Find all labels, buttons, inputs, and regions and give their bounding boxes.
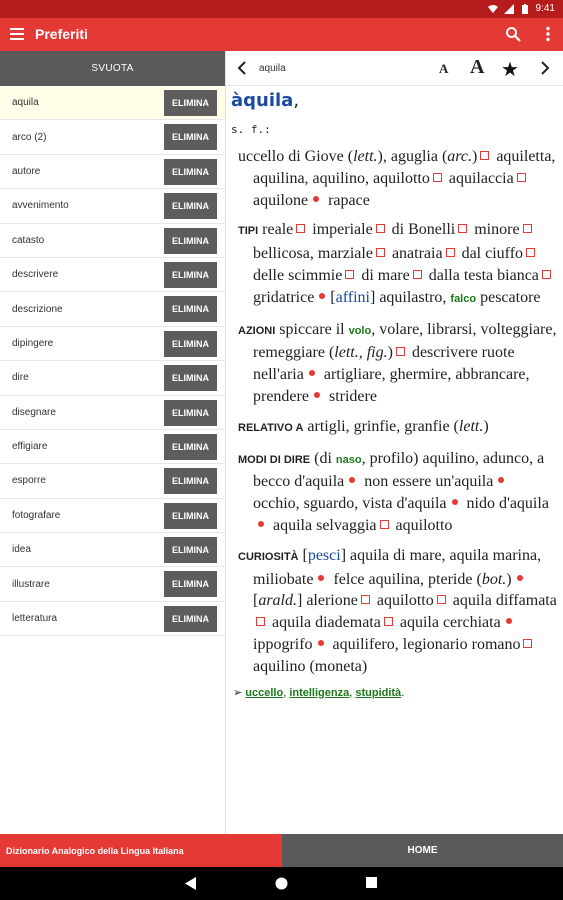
section-modi-di-dire: MODI DI DIRE (di naso, profilo) aquilino, adunco, a becco d'aquila non essere un'aquila occhio, sguardo, vista d'aquila nido d'aquila aquila selvaggia aquilotto (238, 449, 549, 534)
main-definition: uccello di Giove (lett.), aguglia (arc.) aquiletta, aquilina, aquilino, aquilotto aquilaccia aquilone rapace (238, 148, 556, 209)
favorite-word: descrizione (12, 303, 63, 315)
square-bullet-icon (413, 270, 422, 279)
battery-icon (520, 4, 530, 14)
favorite-item[interactable] (0, 361, 225, 395)
status-bar (0, 0, 563, 18)
definition-panel (226, 51, 563, 834)
delete-button[interactable]: ELIMINA (164, 400, 217, 426)
link-affini[interactable]: affini (335, 288, 370, 306)
headword: àquila, (231, 90, 300, 111)
delete-button[interactable]: ELIMINA (164, 90, 217, 116)
delete-button[interactable]: ELIMINA (164, 365, 217, 391)
dot-bullet-icon (452, 499, 458, 505)
current-word: aquila (259, 63, 286, 74)
link-pesci[interactable]: pesci (307, 546, 341, 564)
square-bullet-icon (396, 347, 405, 356)
square-bullet-icon (256, 617, 265, 626)
favorite-item[interactable] (0, 292, 225, 326)
home-button[interactable]: HOME (282, 834, 563, 867)
delete-button[interactable]: ELIMINA (164, 606, 217, 632)
wifi-icon (488, 4, 498, 14)
favorite-word: letteratura (12, 613, 58, 625)
favorite-word: illustrare (12, 578, 50, 590)
delete-button[interactable]: ELIMINA (164, 537, 217, 563)
chevron-left-icon[interactable] (236, 60, 248, 76)
definition-toolbar (226, 51, 563, 86)
link-stupidita[interactable]: stupidità (355, 686, 402, 699)
chevron-right-icon[interactable] (539, 60, 551, 76)
section-tipi: TIPI reale imperiale di Bonelli minore bellicosa, marziale anatraia dal ciuffo delle scimmie di mare dalla testa bianca gridatrice [affini] aquilastro, falco pescatore (231, 219, 557, 310)
favorites-list (0, 86, 225, 636)
dot-bullet-icon (318, 575, 324, 581)
delete-button[interactable]: ELIMINA (164, 434, 217, 460)
favorite-item[interactable] (0, 499, 225, 533)
square-bullet-icon (361, 595, 370, 604)
dot-bullet-icon (319, 293, 325, 299)
favorite-item[interactable] (0, 533, 225, 567)
favorite-item[interactable] (0, 120, 225, 154)
square-bullet-icon (458, 224, 467, 233)
delete-button[interactable]: ELIMINA (164, 296, 217, 322)
favorite-word: avvenimento (12, 200, 69, 212)
font-increase-button[interactable]: A (470, 56, 485, 78)
recents-square-icon[interactable] (366, 877, 377, 888)
favorite-item[interactable] (0, 430, 225, 464)
favorite-item[interactable] (0, 189, 225, 223)
section-curiosita: CURIOSITÀ [pesci] aquila di mare, aquila marina, miliobate felce aquilina, pteride (bot.) [arald.] alerione aquilotto aquila diffamata aquila diademata aquila cerchiata ippogrifo aquilifero, legionario romano aquilino (moneta) (238, 546, 557, 675)
dot-bullet-icon (506, 618, 512, 624)
favorite-item[interactable] (0, 86, 225, 120)
delete-button[interactable]: ELIMINA (164, 262, 217, 288)
favorite-item[interactable] (0, 327, 225, 361)
link-intelligenza[interactable]: intelligenza (289, 686, 350, 699)
dot-bullet-icon (258, 521, 264, 527)
system-nav-bar (0, 867, 563, 900)
more-vert-icon[interactable] (545, 26, 551, 42)
home-circle-icon[interactable] (275, 877, 288, 890)
definition-content (226, 86, 563, 699)
arrow-icon: ➢ (233, 686, 243, 699)
favorite-word: idea (12, 544, 31, 556)
favorite-item[interactable] (0, 224, 225, 258)
link-falco[interactable]: falco (450, 292, 477, 305)
square-bullet-icon (376, 248, 385, 257)
signal-icon (504, 4, 514, 14)
square-bullet-icon (384, 617, 393, 626)
app-bar (0, 18, 563, 51)
link-uccello[interactable]: uccello (245, 686, 284, 699)
favorite-item[interactable] (0, 602, 225, 636)
square-bullet-icon (517, 173, 526, 182)
favorite-word: arco (2) (12, 131, 47, 143)
delete-button[interactable]: ELIMINA (164, 159, 217, 185)
star-icon[interactable]: ★ (501, 59, 519, 81)
dot-bullet-icon (517, 575, 523, 581)
square-bullet-icon (345, 270, 354, 279)
dot-bullet-icon (314, 392, 320, 398)
favorite-item[interactable] (0, 396, 225, 430)
dot-bullet-icon (498, 477, 504, 483)
bottom-bar (0, 834, 563, 867)
dictionary-button[interactable]: Dizionario Analogico della Lingua Italiana (0, 834, 282, 867)
square-bullet-icon (480, 151, 489, 160)
dot-bullet-icon (309, 370, 315, 376)
favorite-item[interactable] (0, 567, 225, 601)
search-icon[interactable] (505, 26, 521, 42)
square-bullet-icon (446, 248, 455, 257)
see-also: ➢ uccello, intelligenza, stupidità. (233, 686, 405, 699)
clock-time: 9:41 (535, 3, 555, 14)
favorite-word: dipingere (12, 337, 54, 349)
delete-button[interactable]: ELIMINA (164, 331, 217, 357)
clear-all-button[interactable]: SVUOTA (0, 51, 225, 86)
square-bullet-icon (523, 639, 532, 648)
delete-button[interactable]: ELIMINA (164, 468, 217, 494)
dot-bullet-icon (313, 196, 319, 202)
delete-button[interactable]: ELIMINA (164, 503, 217, 529)
favorite-word: fotografare (12, 509, 61, 521)
favorite-word: descrivere (12, 269, 59, 281)
square-bullet-icon (433, 173, 442, 182)
square-bullet-icon (437, 595, 446, 604)
link-volo[interactable]: volo (348, 324, 372, 337)
favorite-word: autore (12, 165, 41, 177)
square-bullet-icon (542, 270, 551, 279)
favorite-word: aquila (12, 97, 39, 109)
favorite-item[interactable] (0, 155, 225, 189)
favorite-item[interactable] (0, 464, 225, 498)
app-title: Preferiti (35, 26, 88, 42)
dot-bullet-icon (318, 640, 324, 646)
delete-button[interactable]: ELIMINA (164, 124, 217, 150)
delete-button[interactable]: ELIMINA (164, 228, 217, 254)
square-bullet-icon (296, 224, 305, 233)
favorite-word: effigiare (12, 441, 48, 453)
font-decrease-button[interactable]: A (439, 61, 449, 76)
delete-button[interactable]: ELIMINA (164, 193, 217, 219)
square-bullet-icon (376, 224, 385, 233)
favorite-item[interactable] (0, 258, 225, 292)
favorite-word: disegnare (12, 406, 56, 418)
link-naso[interactable]: naso (335, 453, 362, 466)
square-bullet-icon (526, 248, 535, 257)
dot-bullet-icon (349, 477, 355, 483)
back-triangle-icon[interactable] (185, 877, 197, 890)
favorite-word: catasto (12, 234, 45, 246)
square-bullet-icon (523, 224, 532, 233)
delete-button[interactable]: ELIMINA (164, 571, 217, 597)
favorite-word: dire (12, 372, 29, 384)
square-bullet-icon (380, 520, 389, 529)
favorite-word: esporre (12, 475, 46, 487)
menu-icon[interactable] (10, 27, 24, 41)
section-azioni: AZIONI spiccare il volo, volare, librarsi, volteggiare, remeggiare (lett., fig.) descrivere ruote nell'aria artigliare, ghermire, abbrancare, prendere stridere (238, 320, 557, 405)
favorites-panel (0, 51, 226, 834)
grammar-label: s. f.: (231, 123, 271, 136)
section-relativo: RELATIVO A artigli, grinfie, granfie (lett.) (238, 417, 489, 435)
